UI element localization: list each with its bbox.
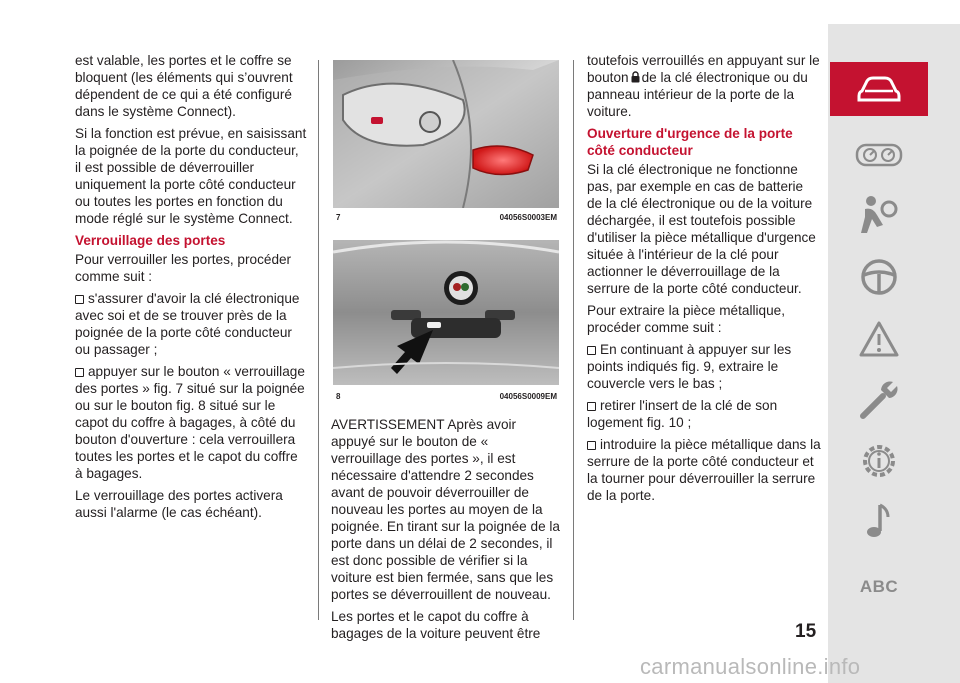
tab-technical-data[interactable] [830, 434, 928, 488]
figure-number: 7 [336, 213, 341, 222]
paragraph: Le verrouillage des portes activera aussi l'alarme (le cas échéant). [75, 488, 283, 520]
wrench-icon [857, 378, 901, 422]
tab-multimedia[interactable] [830, 494, 928, 548]
checkbox-bullet-icon [75, 368, 84, 377]
figure-7 [333, 60, 559, 232]
list-item: En continuant à appuyer sur les points indiqués fig. 9, extraire le couvercle vers le bas ; [587, 342, 792, 391]
paragraph: Les portes et le capot du coffre à bagages de la voiture peuvent être [331, 609, 541, 641]
page-number: 15 [795, 621, 817, 642]
airbag-safety-icon [859, 193, 899, 237]
section-heading-ouverture-urgence: Ouverture d'urgence de la porte côté conducteur [587, 126, 793, 158]
column-divider [573, 60, 574, 620]
checkbox-bullet-icon [587, 346, 596, 355]
paragraph: toutefois verrouillés en appuyant sur le bouton de la clé électronique ou du panneau intérieur de la porte de la voiture. [587, 53, 820, 119]
paragraph: Si la fonction est prévue, en saisissant la poignée de la porte du conducteur, il est possible de déverrouiller uniquement la porte côté conducteur ou toutes les portes en fonction du mode réglé sur le système Connect. [75, 126, 307, 226]
warning-paragraph: AVERTISSEMENT Après avoir appuyé sur le bouton de « verrouillage des portes », il est nécessaire d'attendre 2 secondes avant de pouvoir déverrouiller de nouveau les portes au moyen de la poignée. En tirant sur la poignée de la porte dans un délai de 2 secondes, il est donc possible de vérifier si la voiture est bien fermée, sans que les portes se déverrouillent de nouveau. [331, 417, 560, 602]
music-note-icon [864, 501, 894, 541]
watermark-text: carmanualsonline.info [640, 654, 861, 679]
figure-8 [333, 240, 559, 408]
text-column-3 [587, 52, 821, 509]
column-divider [318, 60, 319, 620]
list-item: introduire la pièce métallique dans la serrure de la porte côté conducteur et la tourner pour déverrouiller la serrure de la porte. [587, 437, 821, 503]
list-item: s'assurer d'avoir la clé électronique avec soi et de se trouver près de la poignée de la porte côté conducteur ou passager ; [75, 291, 300, 357]
tab-safety[interactable] [830, 188, 928, 242]
paragraph: est valable, les portes et le coffre se bloquent (les éléments qui s’ouvrent dépendent de ce qui a été configuré dans le système Connect). [75, 53, 293, 119]
paragraph: Pour verrouiller les portes, procéder comme suit : [75, 252, 292, 284]
checkbox-bullet-icon [587, 441, 596, 450]
info-gear-icon [858, 440, 900, 482]
checkbox-bullet-icon [587, 402, 596, 411]
figure-number: 8 [336, 392, 341, 401]
paragraph: Pour extraire la pièce métallique, procéder comme suit : [587, 303, 785, 335]
tab-index[interactable] [830, 560, 928, 614]
dashboard-gauges-icon [855, 139, 903, 169]
tab-dashboard[interactable] [830, 127, 928, 181]
figure-code: 04056S0009EM [499, 392, 557, 401]
car-icon [856, 74, 902, 104]
list-item: retirer l'insert de la clé de son logement fig. 10 ; [587, 398, 778, 430]
lock-icon [631, 71, 640, 83]
figure-code: 04056S0003EM [499, 213, 557, 222]
tab-car[interactable] [830, 62, 928, 116]
steering-wheel-icon [859, 257, 899, 297]
tab-warnings[interactable] [830, 312, 928, 366]
text-column-1 [75, 52, 307, 526]
warning-triangle-icon [858, 320, 900, 358]
paragraph: Si la clé électronique ne fonctionne pas, par exemple en cas de batterie de la clé électronique ou de la voiture déchargée, il est toutefois possible d'utiliser la pièce métallique d'urgence située à l'intérieur de la clé pour actionner le déverrouillage de la serrure de la porte côté conducteur. [587, 162, 816, 296]
door-handle-photo [333, 60, 559, 208]
section-heading-verrouillage: Verrouillage des portes [75, 233, 226, 248]
checkbox-bullet-icon [75, 295, 84, 304]
tab-steering[interactable] [830, 250, 928, 304]
abc-index-label: ABC [859, 577, 899, 596]
tab-maintenance[interactable] [830, 373, 928, 427]
trunk-lid-photo [333, 240, 559, 385]
text-column-2 [331, 416, 561, 647]
list-item: appuyer sur le bouton « verrouillage des portes » fig. 7 situé sur la poignée ou sur le bouton fig. 8 situé sur le capot du coffre à bagages, à côté du bouton d'ouverture : cela verrouillera toutes les portes et le capot du coffre à bagages. [75, 364, 305, 481]
